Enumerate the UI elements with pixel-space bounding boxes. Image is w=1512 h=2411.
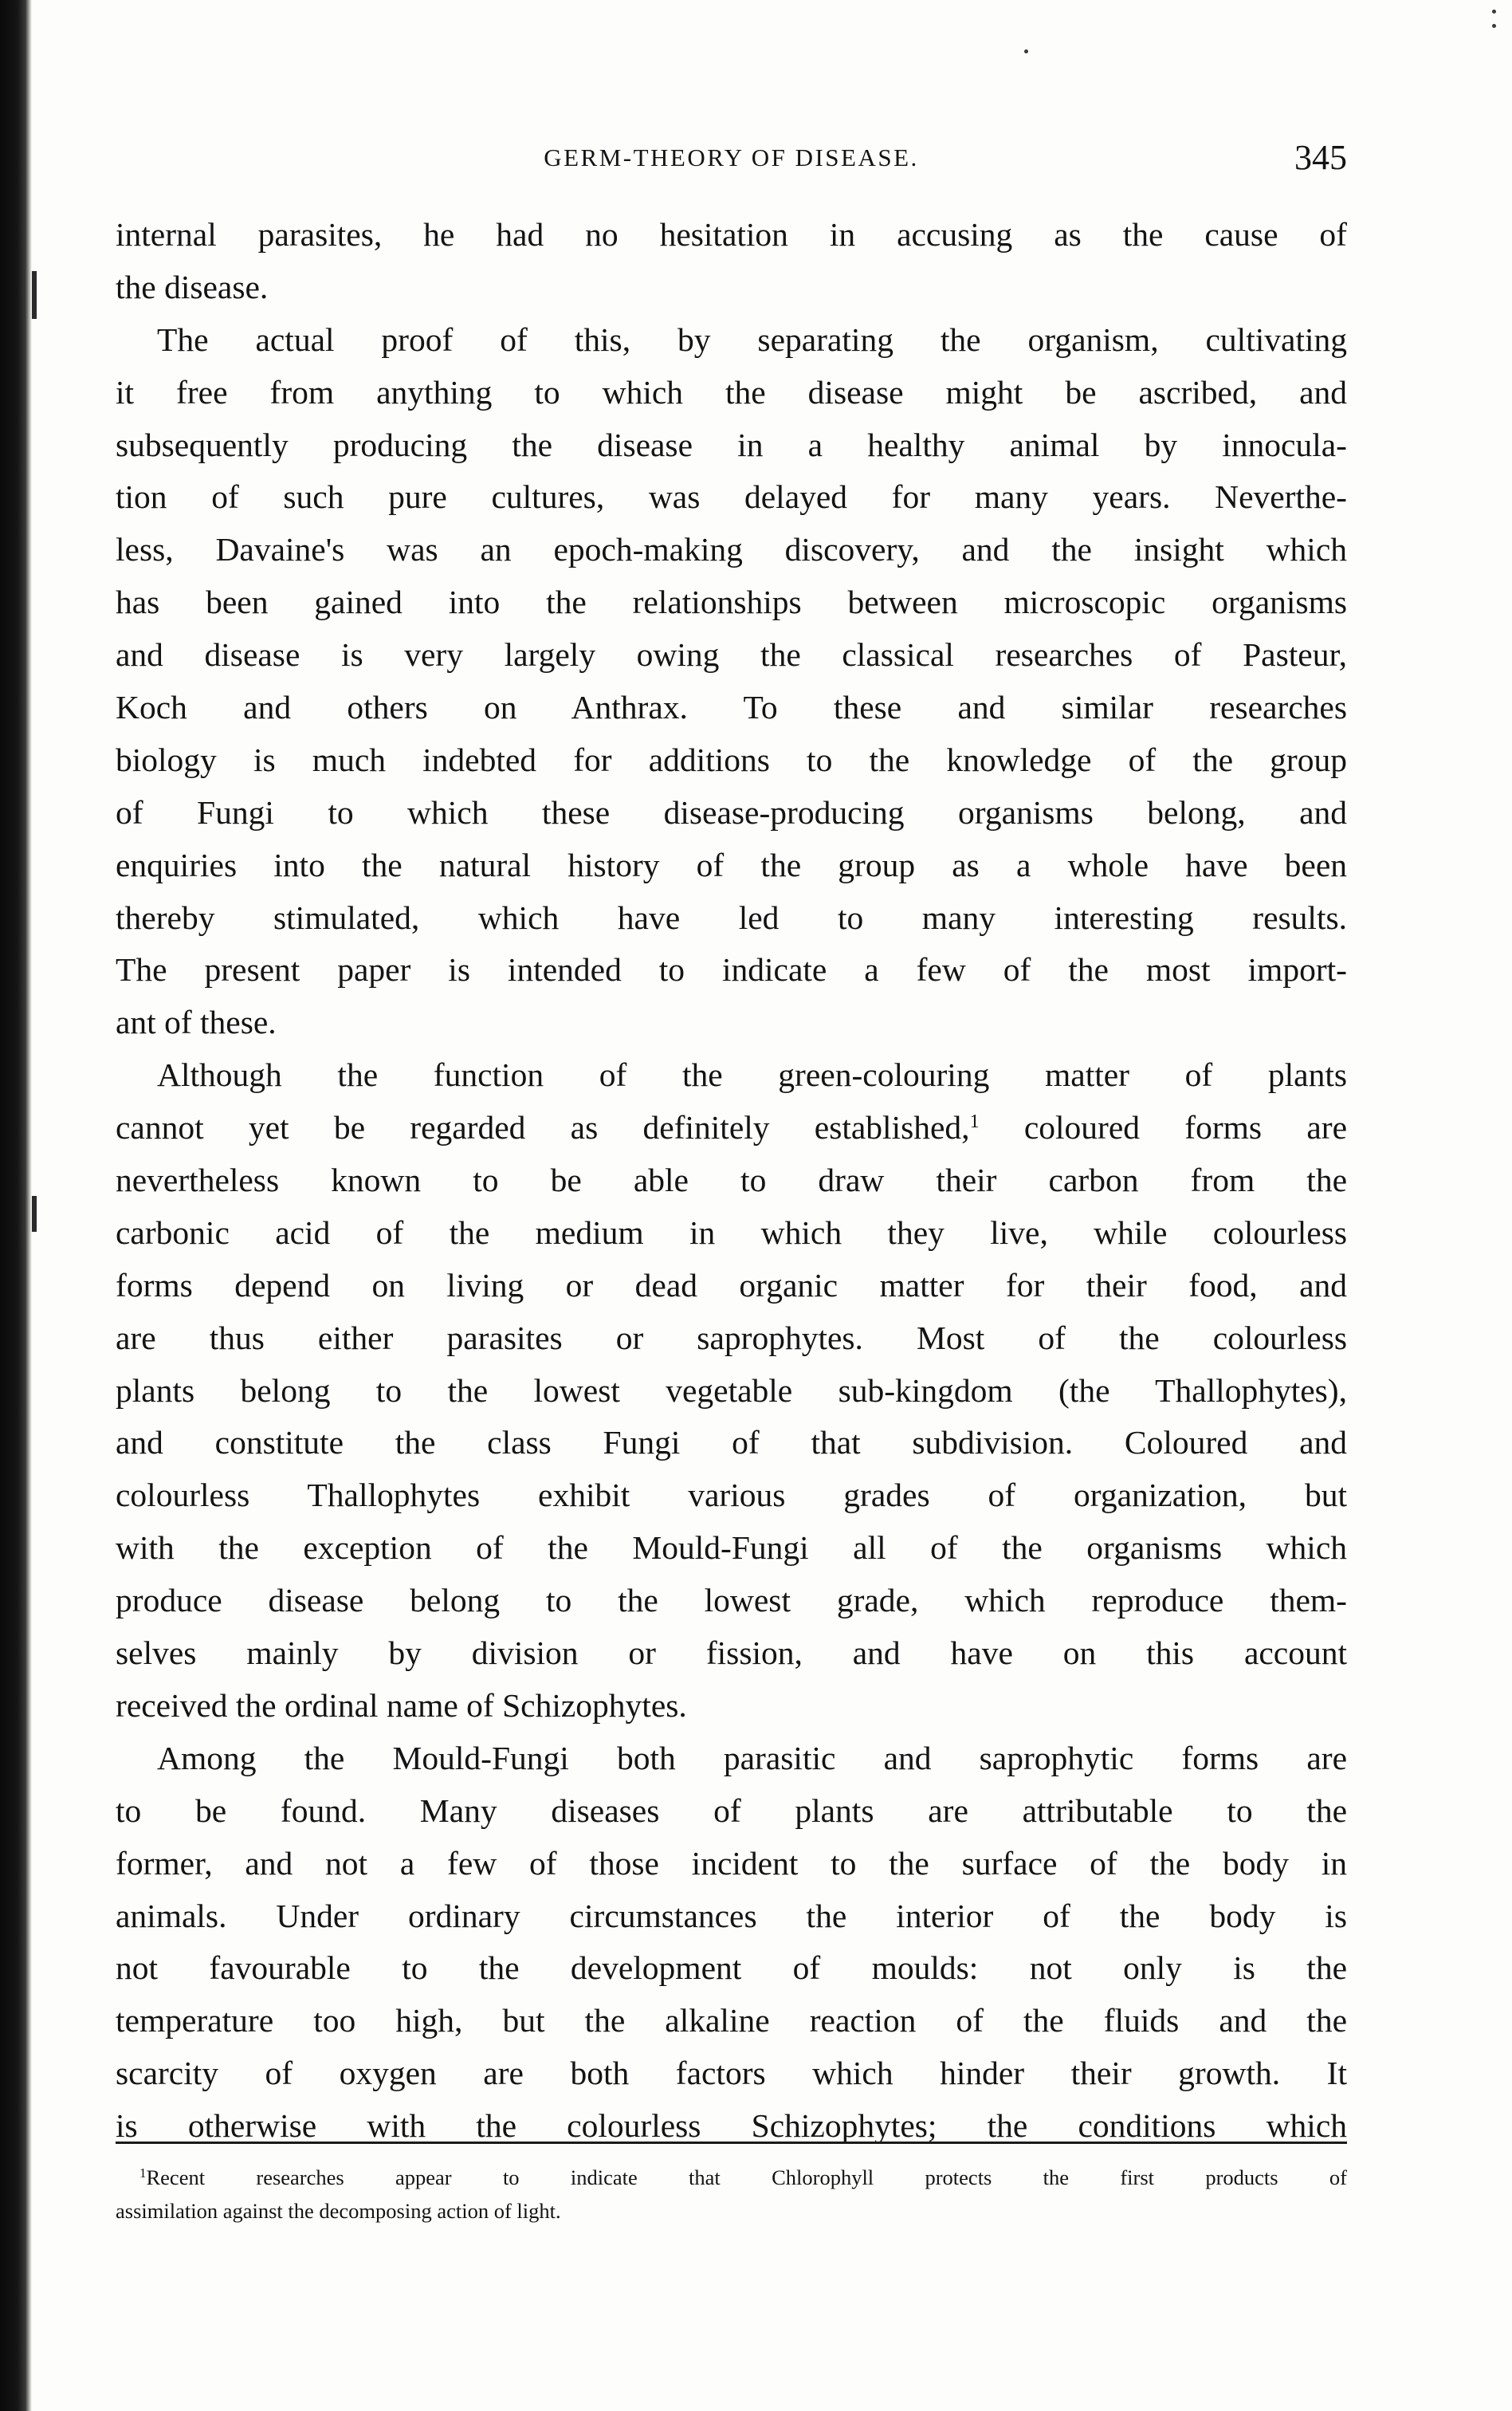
text-line: nevertheless known to be able to draw their carbon from the bbox=[116, 1162, 1347, 1199]
text-line: Koch and others on Anthrax. To these and similar researches bbox=[116, 689, 1347, 726]
text-line: the disease. bbox=[116, 268, 269, 305]
footnote-text: Recent researches appear to indicate that Chlorophyll protects the first products of bbox=[146, 2165, 1347, 2189]
text-line: and disease is very largely owing the classical researches of Pasteur, bbox=[116, 636, 1347, 674]
text-line: selves mainly by division or fission, and have on this account bbox=[116, 1634, 1347, 1672]
text-line: carbonic acid of the medium in which they live, while colourless bbox=[116, 1213, 1347, 1251]
text-line: ant of these. bbox=[116, 1004, 277, 1041]
text-line: enquiries into the natural history of the group as a whole have been bbox=[116, 846, 1347, 883]
text-line: with the exception of the Mould-Fungi all of the organisms which bbox=[116, 1529, 1347, 1567]
body-text bbox=[116, 209, 1347, 2153]
binding-shadow-mark bbox=[32, 271, 37, 319]
text-line: of Fungi to which these disease-producing organisms belong, and bbox=[116, 793, 1347, 831]
binding-shadow-mark bbox=[32, 1196, 37, 1232]
text-line-part: coloured forms are bbox=[979, 1109, 1347, 1147]
text-line: tion of such pure cultures, was delayed for many years. Neverthe- bbox=[116, 478, 1347, 516]
text-line: it free from anything to which the disease might be ascribed, and bbox=[116, 373, 1347, 411]
text-line: internal parasites, he had no hesitation in accusing as the cause of bbox=[116, 216, 1347, 253]
footnote bbox=[116, 2161, 1347, 2228]
text-line: and constitute the class Fungi of that subdivision. Coloured and bbox=[116, 1424, 1347, 1461]
text-line: colourless Thallophytes exhibit various grades of organization, but bbox=[116, 1477, 1347, 1514]
text-line: to be found. Many diseases of plants are attributable to the bbox=[116, 1792, 1347, 1829]
text-line: not favourable to the development of moulds: not only is the bbox=[116, 1949, 1347, 1987]
text-line: is otherwise with the colourless Schizophytes; the conditions which bbox=[116, 2107, 1347, 2145]
text-line: former, and not a few of those incident to the surface of the body in bbox=[116, 1844, 1347, 1882]
footnote-line bbox=[116, 2161, 1347, 2194]
text-line: Among the Mould-Fungi both parasitic and saprophytic forms are bbox=[157, 1739, 1347, 1776]
text-line: subsequently producing the disease in a healthy animal by innocula- bbox=[116, 426, 1347, 463]
running-title: GERM-THEORY OF DISEASE. bbox=[544, 144, 919, 171]
text-line-with-footnote-ref bbox=[116, 1102, 1347, 1154]
text-line: plants belong to the lowest vegetable sub-kingdom (the Thallophytes), bbox=[116, 1371, 1347, 1409]
text-line: biology is much indebted for additions to the knowledge of the group bbox=[116, 741, 1347, 778]
footnote-reference: 1 bbox=[969, 1111, 980, 1133]
text-line: animals. Under ordinary circumstances the interior of the body is bbox=[116, 1897, 1347, 1934]
text-line: Although the function of the green-colouring matter of plants bbox=[157, 1056, 1347, 1094]
footnote-marker: 1 bbox=[139, 2165, 147, 2181]
text-line: are thus either parasites or saprophytes. Most of the colourless bbox=[116, 1319, 1347, 1356]
text-line: has been gained into the relationships between microscopic organisms bbox=[116, 584, 1347, 621]
text-line: forms depend on living or dead organic matter for their food, and bbox=[116, 1266, 1347, 1304]
footnote-line: assimilation against the decomposing action of light. bbox=[116, 2199, 561, 2223]
text-line: temperature too high, but the alkaline reaction of the fluids and the bbox=[116, 2002, 1347, 2039]
text-line: The actual proof of this, by separating the organism, cultivating bbox=[157, 321, 1347, 358]
text-line: received the ordinal name of Schizophytes. bbox=[116, 1686, 687, 1724]
scan-speck bbox=[1492, 24, 1496, 28]
text-line: scarcity of oxygen are both factors which hinder their growth. It bbox=[116, 2055, 1347, 2092]
text-line: The present paper is intended to indicate a few of the most import- bbox=[116, 951, 1347, 989]
scan-speck bbox=[1024, 49, 1028, 53]
binding-edge bbox=[0, 0, 32, 2411]
text-line-part: cannot yet be regarded as definitely established, bbox=[116, 1109, 970, 1147]
page-number: 345 bbox=[1294, 138, 1347, 177]
text-line: thereby stimulated, which have led to many interesting results. bbox=[116, 899, 1347, 936]
running-head bbox=[116, 134, 1347, 182]
text-line: less, Davaine's was an epoch-making discovery, and the insight which bbox=[116, 531, 1347, 568]
scan-speck bbox=[1492, 10, 1496, 14]
footnote-divider bbox=[116, 2142, 1347, 2144]
text-line: produce disease belong to the lowest grade, which reproduce them- bbox=[116, 1582, 1347, 1619]
